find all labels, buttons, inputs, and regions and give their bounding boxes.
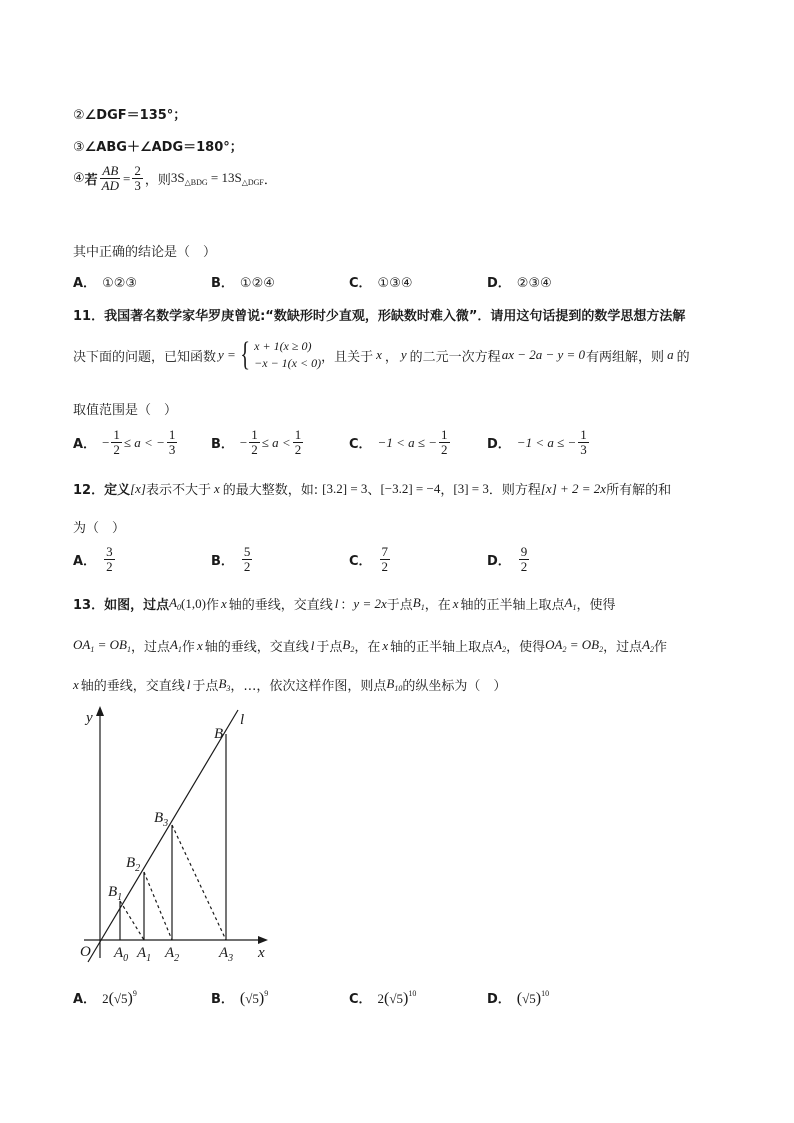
option-label: C． [349,437,372,452]
sub: 1 [90,645,95,654]
option-label: C． [349,276,372,291]
dashed-b2-a2 [144,872,172,940]
label-a2 [164,945,179,964]
ratio-value-numerator: 2 [134,163,141,178]
area-term-2-sub: △DGF [241,178,264,187]
option-label: B． [211,437,234,452]
option-label: A． [73,554,97,569]
a0-letter: A [114,945,124,961]
q13-text-h: ，使得 [576,598,616,613]
dashed-b3-a3 [172,825,226,940]
b1-letter: B [108,884,118,900]
option-text: ②③④ [516,276,552,291]
q11-text-e: 的 [676,349,690,365]
paren-close: ) [127,990,133,1007]
a2-sub: 2 [174,953,180,964]
y-axis-label: y [86,710,93,726]
num: 1 [294,427,302,442]
label-b3 [154,810,168,829]
q13-l2-c: 轴的垂线，交直线 [204,640,309,655]
q12-option-b[interactable] [211,545,254,574]
label-b2 [126,855,140,874]
area-term-1: 3S [170,170,185,185]
option-text: ①②③ [102,276,138,291]
den: 2 [243,559,251,574]
b1-letter: B [412,595,421,610]
statement-2-text: ∠DGF＝135°； [84,108,187,123]
q11-text-a: 决下面的问题，已知函数 [73,349,217,365]
a0-sub: 0 [177,603,182,612]
q13-l2-b: 作 [181,640,195,655]
num: 1 [580,427,587,442]
q13-l2-e: ，在 [354,640,381,655]
den: 2 [294,442,302,457]
var-x: x [220,595,227,611]
a1-sub: 1 [572,603,577,612]
a2-letter: A [165,945,175,961]
num: 1 [251,427,258,442]
q13-l3-a: 轴的垂线，交直线 [80,679,185,694]
q11-option-a[interactable] [73,428,179,457]
option-frac [380,545,391,574]
sub: 2 [599,645,604,654]
function-y: y = [218,347,236,362]
letter: A [169,637,178,652]
q12-text-a: 12．定义 [73,483,131,498]
point-a0 [169,595,181,612]
q11-text-b: ，且关于 [321,349,374,365]
q13-option-b[interactable] [211,988,268,1008]
num: 9 [520,544,528,559]
floor-equation: [x] + 2 = 2x [540,480,607,496]
var-x: x [214,480,220,496]
letter: A [642,637,651,652]
oa: OA [73,637,91,652]
q13-text-g: 轴的正半轴上取点 [460,598,565,613]
q13-l3-c: ，…，依次这样作图，则点 [230,679,387,694]
paren-open: ( [384,990,390,1007]
paren-close: ) [403,990,409,1007]
statement-3-number: ③ [73,140,85,155]
q11-sep: ， [384,349,398,365]
line-equation: y = 2x [353,595,387,611]
b3-letter: B [154,810,164,826]
area-term-2: = 13S [207,170,242,185]
statement-4-number: ④ [73,171,85,186]
exp: 9 [264,989,269,998]
b1-sub: 1 [420,603,425,612]
den: 3 [580,442,587,457]
ratio-numerator: AB [102,163,119,178]
q13-l3-d: 的纵坐标为（ ） [402,679,507,694]
option-frac-2 [439,428,450,457]
a3-letter: A [219,945,229,961]
den: 2 [113,442,120,457]
option-frac-2 [167,428,178,457]
q11-line-3: 取值范围是（ ） [73,403,178,418]
option-label: B． [211,276,234,291]
label-a0 [113,945,128,964]
a0-coord: (1,0) [181,595,206,611]
q11-text-c: 的二元一次方程 [409,349,501,365]
point-b1 [413,595,425,612]
statement-4-then: ，则 [144,173,171,188]
option-text: ①③④ [377,276,413,291]
exp: 10 [541,989,550,998]
option-frac [104,545,115,574]
q13-text-f: ，在 [424,598,451,613]
q13-text-c: 轴的垂线，交直线 [228,598,333,613]
q12-dun: 、 [367,483,381,498]
q13-l2-g: ，使得 [506,640,546,655]
num: 7 [381,544,389,559]
x-axis-label: x [258,945,265,961]
den: 2 [441,442,448,457]
paren-open: ( [516,990,523,1007]
line-l [88,710,238,962]
b3-sub: 3 [163,818,169,829]
dashed-b1-a1 [120,901,144,940]
q12-text-d: ．则方程 [488,483,541,498]
q13-line-2 [73,636,667,655]
q11-line-1: 11．我国著名数学家华罗庚曾说:“数缺形时少直观，形缺数时难入微”．请用这句话提到的数学思想方法解 [73,309,686,324]
num: 1 [168,427,176,442]
q10-option-a[interactable] [73,272,137,291]
option-frac-1 [249,428,260,457]
a0-sub: 0 [123,953,129,964]
point-b3 [218,676,230,693]
label-a3 [218,945,233,964]
letter: B [342,637,351,652]
option-label: D． [487,554,511,569]
q13-figure [66,700,286,970]
sub: 3 [226,684,231,693]
exp: 10 [408,989,417,998]
a1-letter: A [137,945,147,961]
var-x: x [73,676,79,692]
a1-letter: A [564,595,573,610]
coef: 2 [377,991,385,1006]
q13-text-e: 于点 [386,598,413,613]
q11-option-b[interactable] [211,428,305,457]
a0-letter: A [169,595,178,610]
q13-l3-b: 于点 [192,679,219,694]
option-pre: − [102,434,110,450]
label-b1 [108,884,122,903]
area-term-1-sub: △BDG [184,178,208,187]
point-a2 [642,637,654,654]
q12-text-b: 表示不大于 [145,483,211,498]
b1-sub: 1 [117,892,123,903]
linear-equation: ax − 2a − y = 0 [501,347,586,362]
statement-4-prefix: 若 [84,173,98,188]
option-label: C． [349,992,372,1007]
b2-sub: 2 [135,863,141,874]
q10-prompt: 其中正确的结论是（ ） [73,245,217,260]
oa2-eq-ob2 [545,637,603,654]
option-frac-2 [293,428,304,457]
option-label: A． [73,992,97,1007]
option-label: D． [487,992,511,1007]
q13-option-c[interactable] [349,988,416,1008]
ratio-fraction [100,164,121,193]
letter: B [386,676,395,691]
coef: 2 [102,991,109,1006]
q13-l2-i: 作 [654,640,668,655]
letter: A [494,637,503,652]
paren-close: ) [535,990,542,1007]
q11-line-2 [73,338,690,372]
q13-l2-f: 轴的正半轴上取点 [390,640,495,655]
q10-option-c[interactable] [349,272,413,291]
var-x: x [196,637,203,653]
statement-3-text: ∠ABG＋∠ADG＝180°； [84,140,243,155]
ratio-value-denominator: 3 [134,178,141,193]
option-text: ①②④ [239,276,275,291]
ob: = OB [94,637,127,652]
option-pre: −1 < a ≤ − [516,434,577,450]
q11-option-d[interactable] [487,428,591,457]
q13-text-d: ： [340,598,354,613]
option-label: A． [73,437,97,452]
point-a2 [494,637,506,654]
statement-2 [73,104,186,123]
exp: 9 [132,989,137,998]
q13-text-a: 13．如图，过点 [73,598,170,613]
case-2: −x − 1(x < 0) [254,356,322,370]
option-mid: ≤ a < [261,434,291,450]
q12-option-d[interactable] [487,545,531,574]
den: 2 [520,559,528,574]
q12-comma: ， [440,483,454,498]
paren-open: ( [239,990,246,1007]
den: 2 [381,559,389,574]
option-frac-2 [578,428,589,457]
letter: B [218,676,227,691]
var-a: a [667,347,674,362]
sub: 1 [177,645,182,654]
var-x: x [376,347,382,362]
line-l-label: l [240,712,245,728]
option-mid: ≤ a < − [123,434,165,450]
point-a1 [565,595,577,612]
paren-close: ) [258,990,265,1007]
cases-brace: { [240,336,250,373]
paren-open: ( [108,990,114,1007]
option-label: B． [211,554,234,569]
q13-l2-a: ，过点 [130,640,170,655]
point-b10 [386,676,402,693]
q11-option-c[interactable] [349,428,452,457]
q12-option-c[interactable] [349,545,392,574]
q12-text-e: 所有解的和 [606,483,672,498]
num: 1 [113,427,120,442]
sub: 2 [502,645,507,654]
option-frac-1 [111,428,122,457]
line-l: l [186,676,191,692]
statement-4-end: ． [263,173,277,188]
area-expression [171,170,264,187]
option-label: B． [211,992,234,1007]
var-x: x [382,637,389,653]
case-1: x + 1(x ≥ 0) [254,339,312,353]
q10-option-b[interactable] [211,272,275,291]
b2-letter: B [126,855,136,871]
example-1: [3.2] = 3 [322,480,368,496]
q13-l2-d: 于点 [316,640,343,655]
q12-line-1 [73,479,671,498]
statement-4 [73,164,277,193]
den: 3 [168,442,176,457]
option-frac [242,545,253,574]
option-label: D． [487,437,511,452]
ob: = OB [566,637,600,652]
option-pre: − [239,434,248,450]
base: √5 [389,991,404,1006]
a3-sub: 3 [228,953,234,964]
den: 2 [251,442,258,457]
ratio-denominator: AD [101,178,120,193]
var-x: x [452,595,459,611]
den: 2 [106,559,113,574]
floor-x: [x] [130,480,146,496]
sub: 2 [562,645,567,654]
num: 1 [441,427,448,442]
statement-2-number: ② [73,108,85,123]
option-frac [519,545,530,574]
ratio-equals: = [123,170,131,186]
q13-text-b: 作 [205,598,219,613]
option-label: C． [349,554,372,569]
a1-sub: 1 [146,953,152,964]
base: √5 [245,991,259,1006]
label-b: B [214,726,224,742]
sub: 10 [394,684,403,693]
base: √5 [113,991,128,1006]
var-y: y [400,347,407,362]
oa: OA [545,637,563,652]
ratio-value [132,164,143,193]
base: √5 [522,991,536,1006]
option-label: A． [73,276,97,291]
label-a1 [136,945,151,964]
piecewise-cases [254,338,321,372]
point-a1 [170,637,182,654]
q13-line-1 [73,594,615,613]
option-pre: −1 < a ≤ − [377,434,437,450]
q13-line-3 [73,675,506,694]
sub: 2 [350,645,355,654]
x-axis-arrow [258,936,268,944]
point-b2 [342,637,354,654]
statement-3 [73,136,243,155]
line-l: l [310,637,315,653]
num: 3 [106,544,113,559]
option-label: D． [487,276,511,291]
num: 5 [243,544,251,559]
sub: 1 [126,645,131,654]
example-3: [3] = 3 [453,480,489,496]
line-l: l [334,595,339,611]
q13-option-d[interactable] [487,988,549,1008]
oa1-eq-ob1 [73,637,131,654]
q12-option-a[interactable] [73,545,117,574]
q12-text-c: 的最大整数，如: [222,483,319,498]
q13-option-a[interactable] [73,988,137,1008]
origin-label: O [80,944,91,960]
q13-l2-h: ，过点 [603,640,643,655]
example-2: [−3.2] = −4 [380,480,441,496]
y-axis-arrow [96,706,104,716]
q10-option-d[interactable] [487,272,552,291]
q11-text-d: 有两组解，则 [586,349,665,365]
sub: 2 [650,645,655,654]
q12-line-2: 为（ ） [73,521,126,536]
